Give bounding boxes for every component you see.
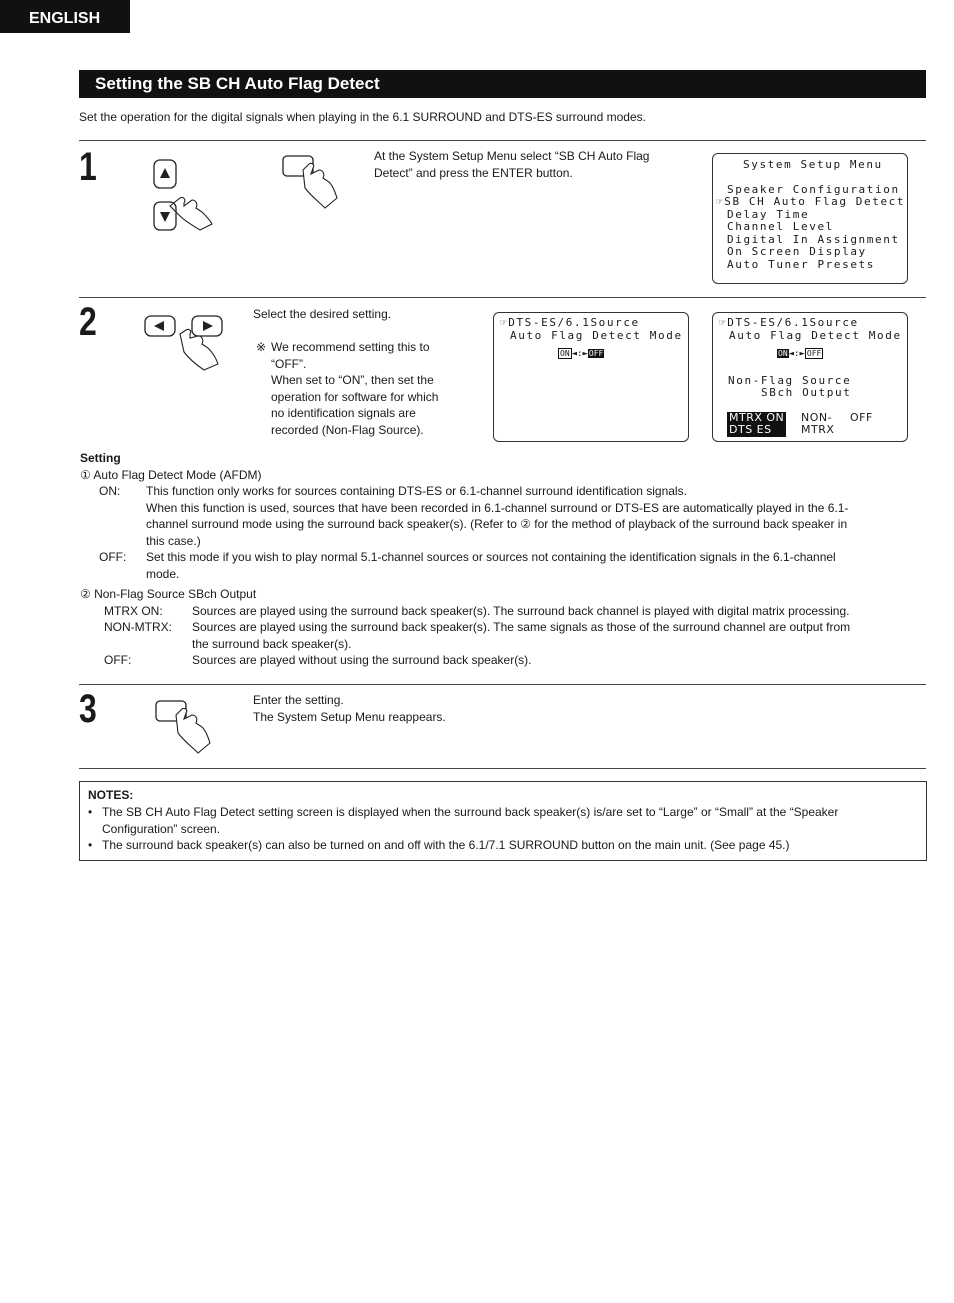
up-arrow-button-icon [154, 160, 176, 188]
down-arrow-button-icon [154, 202, 176, 230]
bullet-icon: • [88, 805, 93, 819]
description-line: mode. [146, 566, 180, 581]
mtrx-on-label: MTRX ON: [104, 604, 163, 618]
cursor-icon: ☞ [716, 195, 725, 208]
note-line: recorded (Non-Flag Source). [271, 422, 424, 437]
on-label: ON: [99, 484, 121, 498]
osd-menu-item: On Screen Display [727, 245, 867, 258]
step-2-instruction: Select the desired setting. [253, 307, 392, 321]
mtrx-on-description: Sources are played using the surround back speaker(s). The surround back channel is played with digital matrix processing. [192, 604, 850, 618]
non-mtrx-option: MTRX [801, 423, 835, 436]
right-arrow-button-icon [192, 316, 222, 336]
selector-arrows-icon: ◄:► [571, 349, 588, 359]
off2-label: OFF: [104, 653, 132, 667]
divider [79, 297, 926, 298]
left-arrow-button-icon [145, 316, 175, 336]
osd-line: Auto Flag Detect Mode [510, 328, 683, 342]
mtrx-on-option: MTRX ON [729, 410, 785, 424]
note-line: operation for software for which [271, 389, 439, 404]
note-mark: ※ [256, 340, 267, 354]
off-option: OFF [806, 349, 822, 358]
enter-button-hand-icon [148, 695, 228, 761]
off-label: OFF: [99, 550, 127, 564]
osd-line: ☞DTS-ES/6.1Source [500, 316, 640, 329]
off2-description: Sources are played without using the surround back speaker(s). [192, 653, 532, 667]
step-3-instruction [253, 692, 446, 725]
intro-text: Set the operation for the digital signals when playing in the 6.1 SURROUND and DTS-ES surround modes. [79, 110, 646, 124]
divider [79, 768, 926, 769]
osd-menu-item-selected: SB CH Auto Flag Detect [724, 195, 906, 208]
osd-line: ☞DTS-ES/6.1Source [719, 316, 859, 329]
non-mtrx-label: NON-MTRX: [104, 620, 172, 634]
step-3-line: Enter the setting. [253, 693, 344, 707]
description-line: This function only works for sources containing DTS-ES or 6.1-channel surround identification signals. [146, 484, 687, 498]
osd-line: Non-Flag Source [728, 373, 852, 387]
non-mtrx-description [192, 619, 850, 652]
description-line: channel surround mode using the surround back speaker(s). (Refer to ② for the method of playback of the surround back speaker in [146, 517, 848, 531]
step-1-instruction [374, 148, 649, 181]
bullet-icon: • [88, 838, 93, 852]
osd-title: System Setup Menu [743, 158, 883, 171]
step-3-number: 3 [79, 687, 97, 731]
osd-menu-item: Delay Time [727, 207, 810, 221]
left-right-buttons-icon [140, 310, 230, 376]
osd-line: Auto Flag Detect Mode [729, 328, 902, 342]
dts-es-option: DTS ES [729, 423, 772, 436]
step-1-number: 1 [79, 145, 97, 189]
note-line: no identification signals are [271, 406, 416, 420]
step-2-number: 2 [79, 300, 97, 344]
setting-heading: Setting [80, 451, 121, 465]
note-item: The surround back speaker(s) can also be turned on and off with the 6.1/7.1 SURROUND button on the main unit. (See page 45.) [102, 838, 790, 852]
osd-menu-item: Auto Tuner Presets [727, 257, 876, 271]
description-line: When this function is used, sources that have been recorded in 6.1-channel surround or DTS-ES are automatically played in the 6.1- [146, 500, 849, 515]
on-description [146, 483, 926, 549]
notes-box [79, 781, 927, 861]
non-mtrx-option: NON- [801, 410, 833, 424]
osd-menu-item: Speaker Configuration [727, 182, 900, 196]
language-tab: ENGLISH [0, 0, 130, 33]
description-line: the surround back speaker(s). [192, 636, 352, 651]
off-option: OFF [850, 410, 873, 424]
notes-heading: NOTES: [88, 788, 134, 802]
osd-menu-item: Channel Level [727, 220, 834, 233]
off-description [146, 549, 926, 582]
note-line: We recommend setting this to [271, 340, 430, 354]
on-option: ON [560, 349, 570, 358]
selector-arrows-icon: ◄:► [788, 349, 805, 359]
note-item [102, 804, 922, 837]
note-line: Configuration” screen. [102, 821, 221, 836]
note-line: When set to “ON”, then set the [271, 373, 434, 387]
note-line: “OFF”. [271, 356, 307, 371]
description-line: this case.) [146, 533, 201, 548]
afdm-title: ① Auto Flag Detect Mode (AFDM) [80, 468, 262, 482]
note-line: The SB CH Auto Flag Detect setting screen is displayed when the surround back speaker(s) is/are set to “Large” or “Small” at the “Speaker [102, 805, 839, 819]
step-1-line: Detect” and press the ENTER button. [374, 165, 573, 180]
divider [79, 684, 926, 685]
off-option-selected: OFF [588, 349, 604, 358]
description-line: Set this mode if you wish to play normal 5.1-channel sources or sources not containing the identification signals in the 6.1-channel [146, 550, 836, 564]
auto-flag-detect-screen [493, 312, 689, 442]
step-3-line: The System Setup Menu reappears. [253, 709, 446, 724]
osd-line: SBch Output [761, 386, 852, 399]
section-title: Setting the SB CH Auto Flag Detect [79, 70, 926, 98]
step-1-line: At the System Setup Menu select “SB CH Auto Flag [374, 149, 650, 163]
system-setup-menu-screen [712, 153, 908, 284]
non-flag-source-screen [712, 312, 908, 442]
divider [79, 140, 926, 141]
on-option-selected: ON [778, 349, 788, 358]
up-down-buttons-icon [140, 150, 230, 240]
enter-button-hand-icon [275, 150, 355, 220]
nonflag-title: ② Non-Flag Source SBch Output [80, 587, 257, 601]
step-2-note [271, 339, 438, 438]
osd-menu-item: Digital In Assignment [727, 232, 900, 246]
description-line: Sources are played using the surround back speaker(s). The same signals as those of the surround channel are output from [192, 620, 851, 634]
